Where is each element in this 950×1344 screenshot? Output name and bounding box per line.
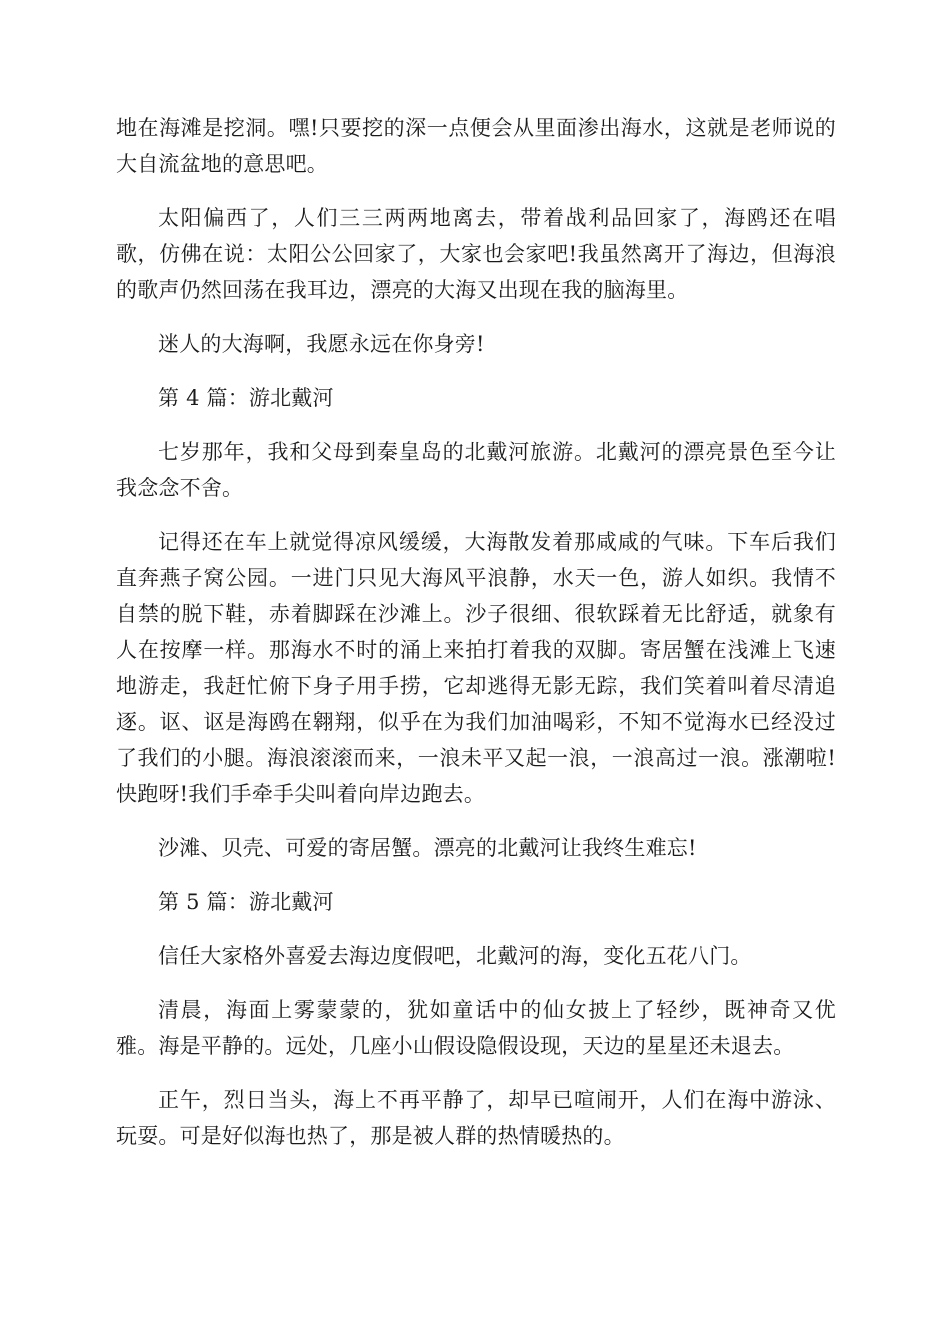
paragraph-2: 太阳偏西了，人们三三两两地离去，带着战利品回家了，海鸥还在唱歌，仿佛在说：太阳公公回家了，大家也会家吧!我虽然离开了海边，但海浪的歌声仍然回荡在我耳边，漂亮的大海又出现在我的脑海里。 — [116, 206, 836, 302]
paragraph-10: 清晨，海面上雾蒙蒙的，犹如童话中的仙女披上了轻纱，既神奇又优雅。海是平静的。远处，几座小山假设隐假设现，天边的星星还未退去。 — [116, 998, 836, 1058]
paragraph-9: 信任大家格外喜爱去海边度假吧，北戴河的海，变化五花八门。 — [158, 944, 752, 968]
section-heading-4: 第 4 篇：游北戴河 — [158, 386, 334, 410]
paragraph-3: 迷人的大海啊，我愿永远在你身旁! — [158, 332, 485, 356]
paragraph-5: 七岁那年，我和父母到秦皇岛的北戴河旅游。北戴河的漂亮景色至今让我念念不舍。 — [116, 440, 836, 500]
paragraph-7: 沙滩、贝壳、可爱的寄居蟹。漂亮的北戴河让我终生难忘! — [158, 836, 697, 860]
document-body — [116, 110, 836, 1172]
paragraph-1: 地在海滩是挖洞。嘿!只要挖的深一点便会从里面渗出海水，这就是老师说的大自流盆地的意思吧。 — [116, 116, 836, 176]
paragraph-6: 记得还在车上就觉得凉风缓缓，大海散发着那咸咸的气味。下车后我们直奔燕子窝公园。一进门只见大海风平浪静，水天一色，游人如织。我情不自禁的脱下鞋，赤着脚踩在沙滩上。沙子很细、很软踩着无比舒适，就象有人在按摩一样。那海水不时的涌上来拍打着我的双脚。寄居蟹在浅滩上飞速地游走，我赶忙俯下身子用手捞，它却逃得无影无踪，我们笑着叫着尽清追逐。讴、讴是海鸥在翱翔，似乎在为我们加油喝彩，不知不觉海水已经没过了我们的小腿。海浪滚滚而来，一浪未平又起一浪，一浪高过一浪。涨潮啦!快跑呀!我们手牵手尖叫着向岸边跑去。 — [116, 530, 836, 806]
paragraph-11: 正午，烈日当头，海上不再平静了，却早已喧闹开，人们在海中游泳、玩耍。可是好似海也热了，那是被人群的热情暖热的。 — [116, 1088, 836, 1148]
section-heading-5: 第 5 篇：游北戴河 — [158, 890, 334, 914]
